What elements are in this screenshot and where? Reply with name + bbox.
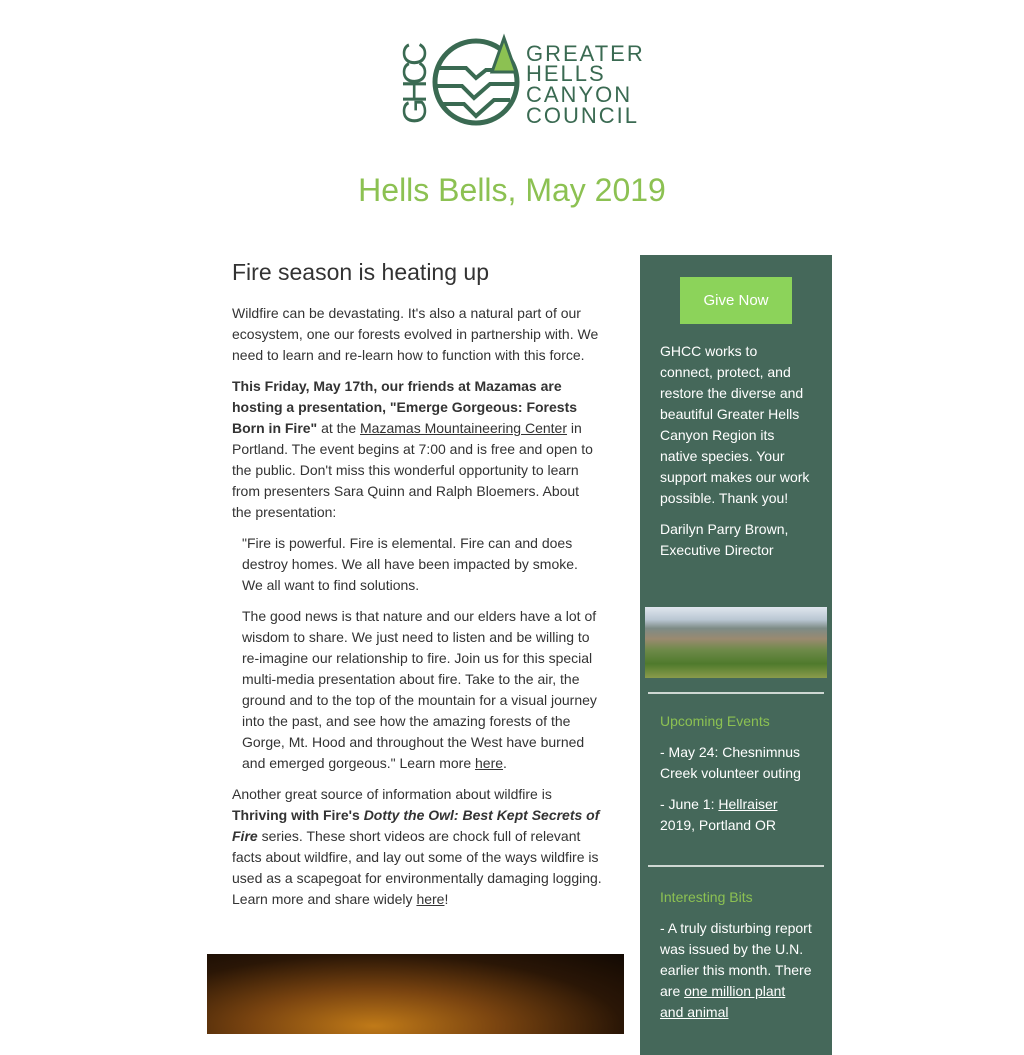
logo-monogram: GHCC xyxy=(396,42,433,124)
series-title: Dotty the Owl: Best Kept Secrets of Fire xyxy=(232,807,600,844)
newsletter-title: Hells Bells, May 2019 xyxy=(358,172,666,208)
share-link[interactable]: here xyxy=(416,891,445,907)
text: Another great source of information about wildfire is xyxy=(232,786,552,802)
give-now-button[interactable]: Give Now xyxy=(680,277,792,324)
mission-text: GHCC works to connect, protect, and restore the diverse and beautiful Greater Hells Canyon Region its native species. Your support makes our work possible. Thank you! xyxy=(660,343,810,506)
bit-item xyxy=(660,918,812,1023)
paragraph: Another great source of information about wildfire is Thriving with Fire's Dotty the Owl: Best Kept Secrets of Fire series. These short videos are chock full of relevant facts about wildfire, and lay out some of the ways wildfire is used as a scapegoat for environmentally damaging logging. Learn more and share widely here! xyxy=(232,786,602,907)
bold-text: Thriving with Fire's xyxy=(232,807,364,823)
bold-text: , our friends at Mazamas are hosting a presentation, "Emerge Gorgeous: Forests Born in Fire" xyxy=(232,378,578,436)
bits-heading: Interesting Bits xyxy=(660,889,753,905)
quote-paragraph: "Fire is powerful. Fire is elemental. Fire can and does destroy homes. We all have been impacted by smoke. We all want to find solutions. xyxy=(242,535,578,593)
text: 2019, Portland OR xyxy=(660,817,776,833)
logo-line: HELLS xyxy=(526,61,606,86)
wildfire-image xyxy=(207,954,624,1034)
hellraiser-link[interactable]: Hellraiser xyxy=(718,796,778,812)
logo-line: GREATER xyxy=(526,41,645,66)
events-heading: Upcoming Events xyxy=(660,713,770,729)
divider xyxy=(648,692,824,694)
text: at the xyxy=(317,420,361,436)
signature: Darilyn Parry Brown, Executive Director xyxy=(660,521,789,558)
logo-line: COUNCIL xyxy=(526,103,640,128)
ghcc-logo[interactable] xyxy=(396,36,645,128)
logo-line: CANYON xyxy=(526,82,633,107)
article xyxy=(232,255,602,920)
mazamas-link[interactable]: Mazamas Mountaineering Center xyxy=(360,420,568,436)
paragraph: Wildfire can be devastating. It's also a natural part of our ecosystem, one our forests evolved in partnership with. We need to learn and re-learn how to function with this force. xyxy=(232,305,599,363)
text: The good news is that nature and our elders have a lot of wisdom to share. We just need to listen and be willing to re-imagine our relationship to fire. Join us for this special multi-media presentation about fire. Take to the air, the ground and to the top of the mountain for a visual journey into the past, and see how the amazing forests of the Gorge, Mt. Hood and throughout the West have burned and emerged gorgeous." Learn more xyxy=(242,608,597,771)
canyon-photo xyxy=(645,607,827,678)
article-heading: Fire season is heating up xyxy=(232,259,489,285)
paragraph xyxy=(232,376,602,523)
quote-paragraph: The good news is that nature and our elders have a lot of wisdom to share. We just need to listen and be willing to re-imagine our relationship to fire. Join us for this special multi-media presentation about fire. Take to the air, the ground and to the top of the mountain for a visual journey into the past, and see how the amazing forests of the Gorge, Mt. Hood and throughout the West have burned and emerged gorgeous." Learn more here. xyxy=(242,608,597,771)
report-link[interactable]: one million plant and animal xyxy=(660,983,786,1020)
sidebar xyxy=(640,255,832,1055)
text: - June 1: xyxy=(660,796,719,812)
learn-more-link[interactable]: here xyxy=(475,755,504,771)
text: - A truly disturbing report was issued by the U.N. earlier this month. There are xyxy=(660,920,812,999)
text: in Portland. The event begins at 7:00 and is free and open to the public. Don't miss this wonderful opportunity to learn from presenters Sara Quinn and Ralph Bloemers. About the presentation: xyxy=(232,420,593,520)
event-item: - May 24: Chesnimnus Creek volunteer outing xyxy=(660,744,801,781)
text: series. These short videos are chock full of relevant facts about wildfire, and lay out some of the ways wildfire is used as a scapegoat for environmentally damaging logging. Learn more and share widely xyxy=(232,828,602,907)
event-item xyxy=(660,794,812,836)
bold-text: This Friday, May 17th xyxy=(232,378,374,394)
divider xyxy=(648,865,824,867)
